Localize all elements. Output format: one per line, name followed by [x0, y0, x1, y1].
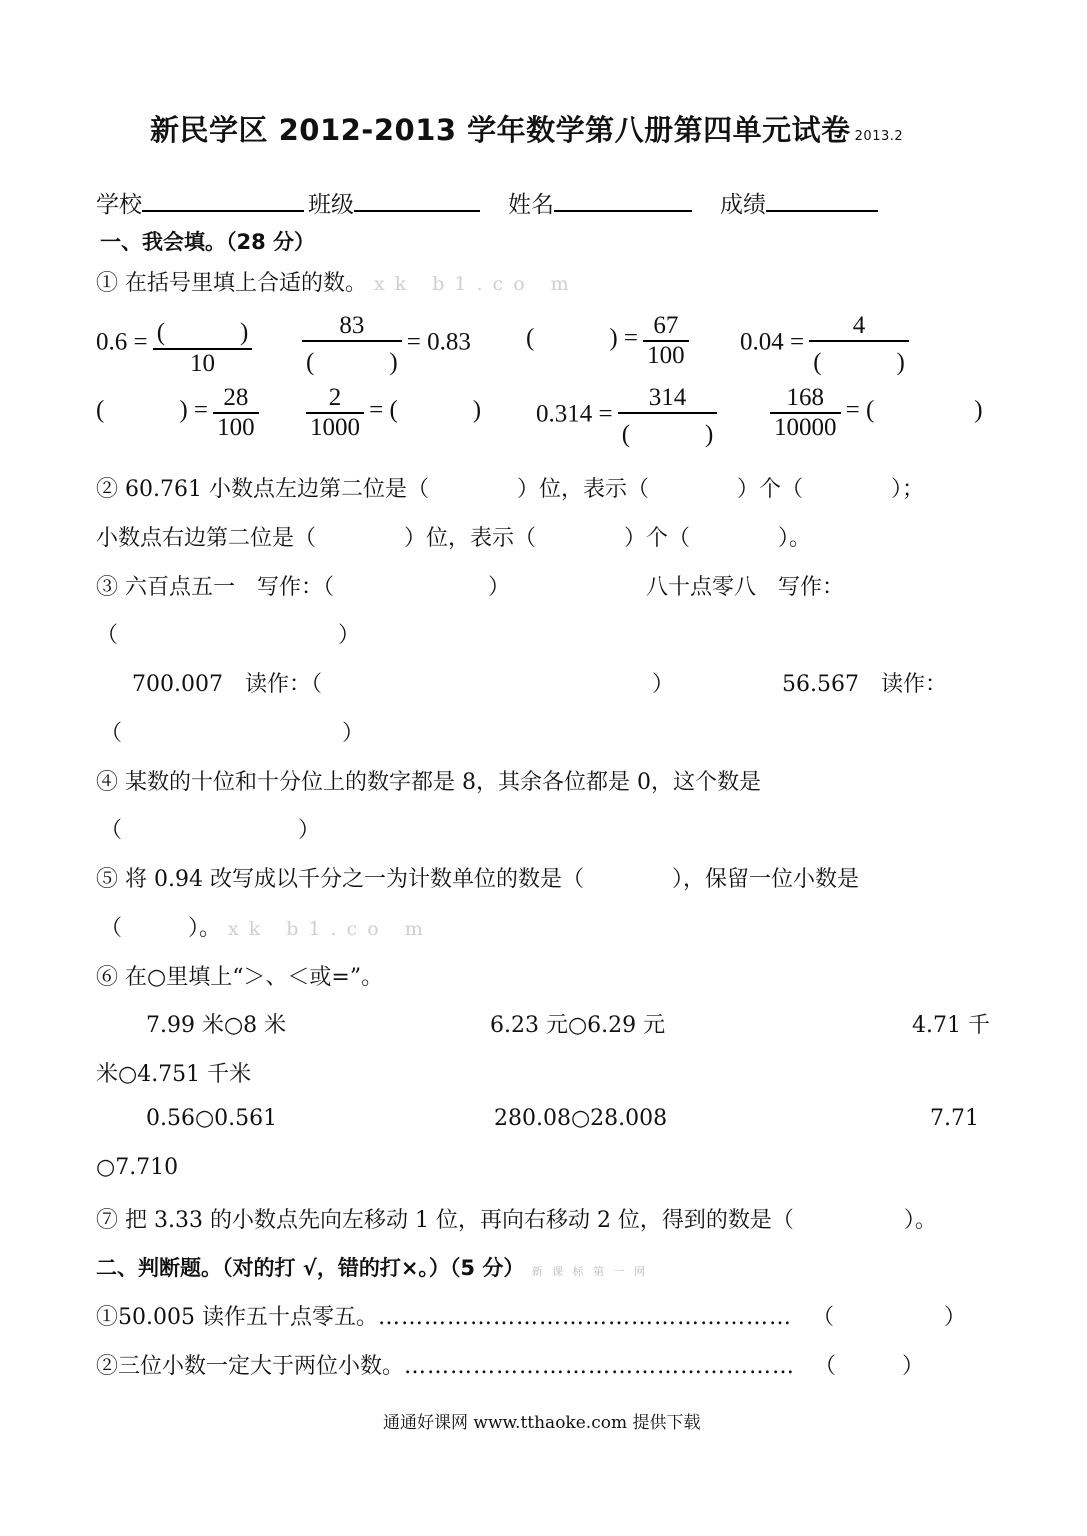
name-field: [508, 186, 692, 219]
judge-item-1: [96, 1300, 792, 1331]
fraction-item: [306, 384, 481, 442]
judge-answer-1: （ ）: [812, 1305, 967, 1330]
question-3-line2: （ ）: [96, 623, 361, 648]
compare-item: 7.71: [930, 1106, 979, 1131]
judge-text: ①50.005 读作五十点零五。: [96, 1305, 378, 1330]
fraction-left: ( ) =: [96, 396, 208, 424]
fraction: [618, 384, 718, 450]
fraction-item: [302, 312, 471, 378]
denominator: 100: [643, 340, 689, 370]
question-5-line1: ⑤ 将 0.94 改写成以千分之一为计数单位的数是（ ），保留一位小数是: [96, 867, 859, 892]
compare-item-cont: ○7.710: [96, 1155, 179, 1180]
question-3-line4: （ ）: [100, 721, 365, 746]
q5-blank: （ ）。: [100, 916, 222, 941]
denominator: ( ): [302, 340, 402, 378]
question-4-line1: ④ 某数的十位和十分位上的数字都是 8，其余各位都是 0，这个数是: [96, 770, 761, 795]
title-date: 2013.2: [854, 129, 904, 144]
name-label: 姓名: [508, 192, 554, 218]
section2-title: 二、判断题。（对的打 √，错的打×。）（5 分）: [96, 1256, 525, 1280]
compare-item: 4.71 千: [912, 1013, 990, 1038]
judge-item-2: [96, 1349, 795, 1380]
denominator: 10000: [770, 412, 841, 442]
denominator: 100: [213, 412, 259, 442]
numerator: 67: [653, 312, 679, 339]
class-blank: [354, 188, 480, 212]
compare-item: 6.23 元○6.29 元: [490, 1013, 666, 1038]
compare-item: 7.99 米○8 米: [146, 1013, 287, 1038]
score-blank: [766, 188, 878, 212]
question-2-line2: 小数点右边第二位是（ ）位，表示（ ）个（ ）。: [96, 526, 812, 551]
fraction-left: 0.6 =: [96, 328, 148, 356]
fraction: [809, 312, 909, 378]
fraction-left: 0.314 =: [536, 400, 613, 428]
fraction: [213, 384, 259, 442]
q1-text: ① 在括号里填上合适的数。: [96, 271, 367, 296]
fraction-left: ( ) =: [526, 324, 638, 352]
name-blank: [554, 188, 692, 212]
watermark: xk b1.co m: [374, 273, 579, 295]
compare-item: 280.08○28.008: [494, 1106, 668, 1131]
question-1: [96, 266, 579, 297]
section2-heading: [96, 1252, 648, 1282]
denominator: 10: [153, 348, 253, 378]
denominator: ( ): [809, 340, 909, 378]
page-title: [150, 108, 903, 149]
question-6-line1: ⑥ 在○里填上“＞、＜或=”。: [96, 965, 384, 990]
footer-text: 通通好课网 www.tthaoke.com 提供下载: [383, 1413, 701, 1433]
fraction: [306, 384, 364, 442]
denominator: ( ): [618, 412, 718, 450]
score-label: 成绩: [720, 192, 766, 218]
question-4-line2: （ ）: [100, 818, 321, 843]
fraction-item: [96, 384, 259, 442]
fraction-left: 0.04 =: [740, 328, 805, 356]
fraction: [643, 312, 689, 370]
numerator: 2: [328, 384, 342, 411]
fraction: [153, 312, 253, 378]
fraction-item: [96, 312, 252, 378]
fraction-item: [526, 312, 689, 370]
compare-item: 0.56○0.561: [146, 1106, 278, 1131]
numerator: 168: [786, 384, 824, 411]
question-2-line1: ② 60.761 小数点左边第二位是（ ）位，表示（ ）个（ ）；: [96, 477, 924, 502]
fraction-item: [536, 384, 717, 450]
title-main: 新民学区 2012-2013 学年数学第八册第四单元试卷: [150, 113, 851, 147]
school-field: [96, 186, 304, 219]
fraction-item: [740, 312, 909, 378]
watermark: xk b1.co m: [228, 918, 433, 940]
question-7: ⑦ 把 3.33 的小数点先向左移动 1 位，再向右移动 2 位，得到的数是（ ）。: [96, 1208, 937, 1233]
school-label: 学校: [96, 192, 142, 218]
fraction-item: [770, 384, 983, 442]
numerator: 83: [339, 312, 365, 339]
question-5-line2: [100, 911, 433, 942]
judge-answer-2: （ ）: [814, 1354, 925, 1379]
numerator: ( ): [156, 319, 249, 346]
fraction-right: = ( ): [845, 396, 983, 424]
fraction-right: = 0.83: [406, 328, 471, 356]
judge-text: ②三位小数一定大于两位小数。: [96, 1354, 405, 1379]
section1-heading: 一、我会填。（28 分）: [100, 230, 316, 254]
numerator: 314: [648, 384, 687, 411]
class-label: 班级: [308, 192, 354, 218]
denominator: 1000: [306, 412, 364, 442]
question-3-line1b: 八十点零八 写作：: [646, 575, 845, 600]
watermark: 新 课 标 第 一 网: [531, 1265, 649, 1278]
fraction: [770, 384, 841, 442]
fraction-right: = ( ): [369, 396, 482, 424]
fraction: [302, 312, 402, 378]
class-field: [308, 186, 480, 219]
numerator: 28: [223, 384, 249, 411]
compare-item-cont: 米○4.751 千米: [96, 1062, 252, 1087]
school-blank: [142, 188, 304, 212]
question-3-line3b: 56.567 读作：: [782, 672, 947, 697]
numerator: 4: [852, 312, 866, 339]
score-field: [720, 186, 878, 219]
leader-dots: ………………………………………………: [377, 1305, 792, 1330]
question-3-line1a: ③ 六百点五一 写作：（ ）: [96, 575, 510, 600]
leader-dots: ……………………………………………: [404, 1354, 796, 1379]
question-3-line3a: 700.007 读作：（ ）: [132, 672, 674, 697]
